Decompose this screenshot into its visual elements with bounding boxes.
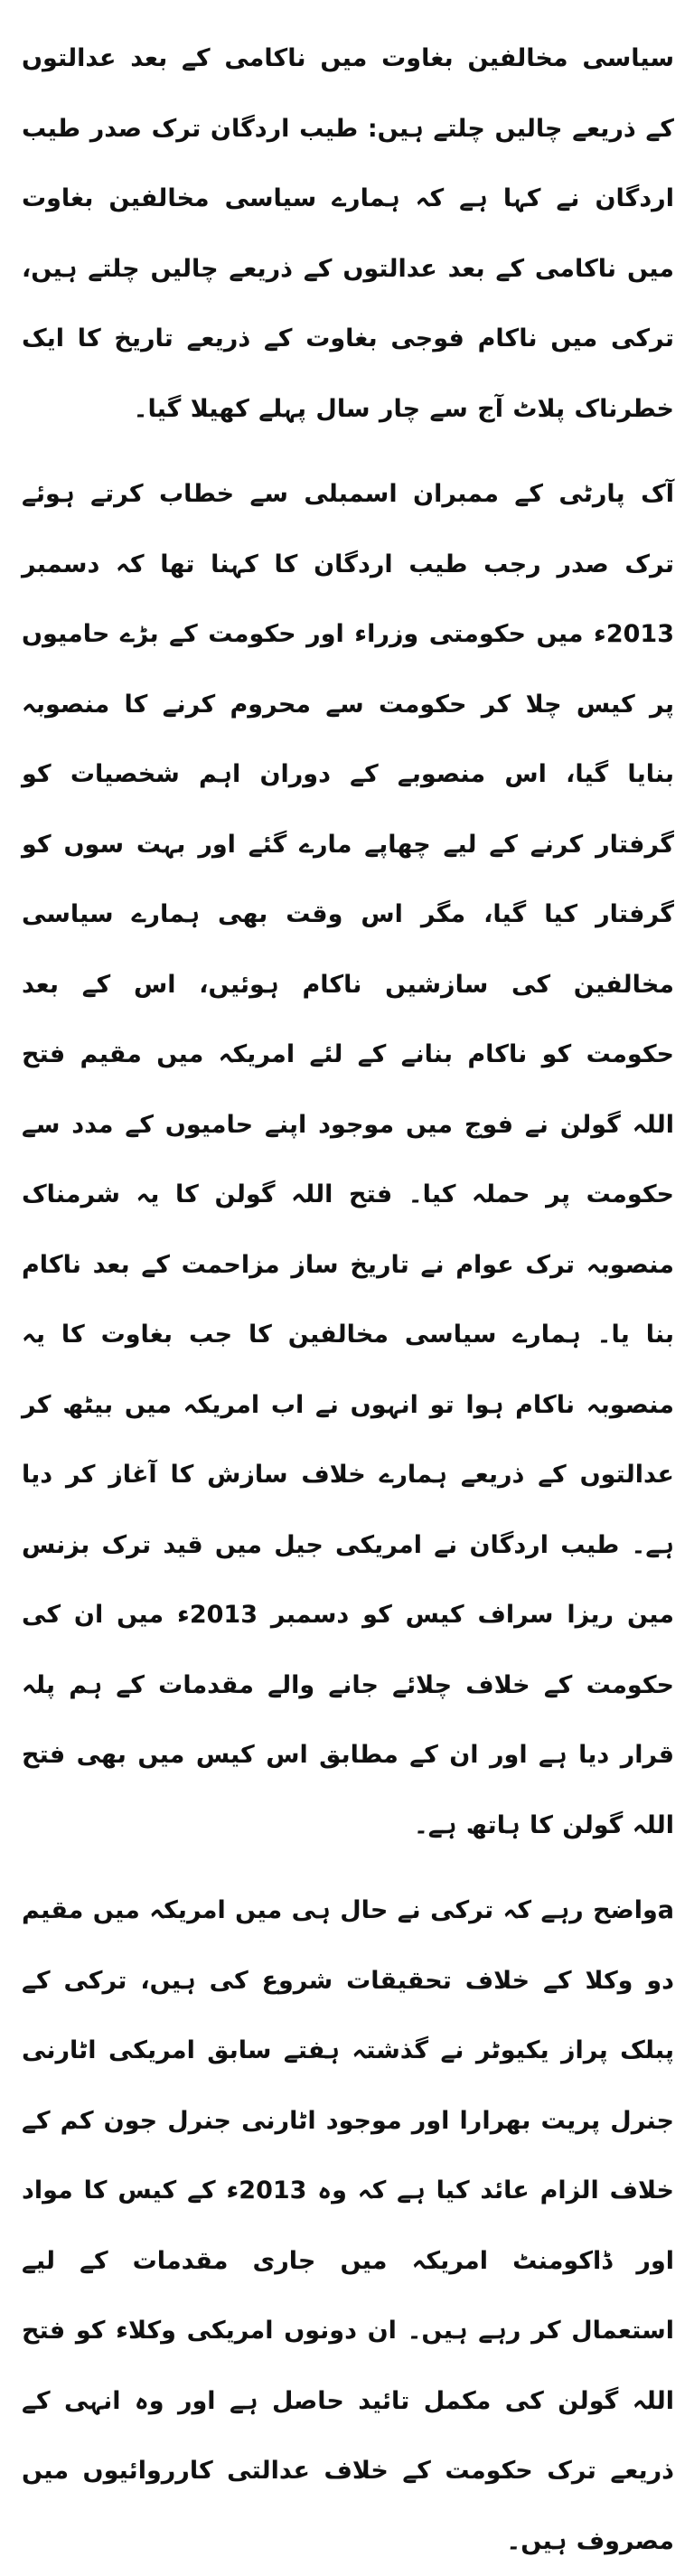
article-paragraph-1: سیاسی مخالفین بغاوت میں ناکامی کے بعد عدالتوں کے ذریعے چالیں چلتے ہیں: طیب اردگان ترک صدر طیب اردگان نے کہا ہے کہ ہمارے سیاسی مخالفین بغاوت میں ناکامی کے بعد عدالتوں کے ذریعے چالیں چلتے ہیں، ترکی میں ناکام فوجی بغاوت کے ذریعے تاریخ کا ایک خطرناک پلاٹ آج سے چار سال پہلے کھیلا گیا۔ [22,44,674,423]
article-paragraph-2: آک پارٹی کے ممبران اسمبلی سے خطاب کرتے ہوئے ترک صدر رجب طیب اردگان کا کہنا تھا کہ دسمبر 2013ء میں حکومتی وزراء اور حکومت کے بڑے حامیوں پر کیس چلا کر حکومت سے محروم کرنے کا منصوبہ بنایا گیا، اس منصوبے کے دوران اہم شخصیات کو گرفتار کرنے کے لیے چھاپے مارے گئے اور بہت سوں کو گرفتار کیا گیا، مگر اس وقت بھی ہمارے سیاسی مخالفین کی سازشیں ناکام ہوئیں، اس کے بعد حکومت کو ناکام بنانے کے لئے امریکہ میں مقیم فتح اللہ گولن نے فوج میں موجود اپنے حامیوں کے مدد سے حکومت پر حملہ کیا۔ فتح اللہ گولن کا یہ شرمناک منصوبہ ترک عوام نے تاریخ ساز مزاحمت کے بعد ناکام بنا یا۔ ہمارے سیاسی مخالفین کا جب بغاوت کا یہ منصوبہ ناکام ہوا تو انہوں نے اب امریکہ میں بیٹھ کر عدالتوں کے ذریعے ہمارے خلاف سازش کا آغاز کر دیا ہے۔ طیب اردگان نے امریکی جیل میں قید ترک بزنس مین ریزا سراف کیس کو دسمبر 2013ء میں ان کی حکومت کے خلاف چلائے جانے والے مقدمات کے ہم پلہ قرار دیا ہے اور ان کے مطابق اس کیس میں بھی فتح اللہ گولن کا ہاتھ ہے۔ [22,480,674,1839]
article-paragraph-3: aواضح رہے کہ ترکی نے حال ہی میں امریکہ میں مقیم دو وکلا کے خلاف تحقیقات شروع کی ہیں، ترکی کے پبلک پراز یکیوٹر نے گذشتہ ہفتے سابق امریکی اٹارنی جنرل پریت بھرارا اور موجود اٹارنی جنرل جون کم کے خلاف الزام عائد کیا ہے کہ وہ 2013ء کے کیس کا مواد اور ڈاکومنٹ امریکہ میں جاری مقدمات کے لیے استعمال کر رہے ہیں۔ ان دونوں امریکی وکلاء کو فتح اللہ گولن کی مکمل تائید حاصل ہے اور وہ انہی کے ذریعے ترک حکومت کے خلاف عدالتی کارروائیوں میں مصروف ہیں۔ [22,1896,674,2555]
